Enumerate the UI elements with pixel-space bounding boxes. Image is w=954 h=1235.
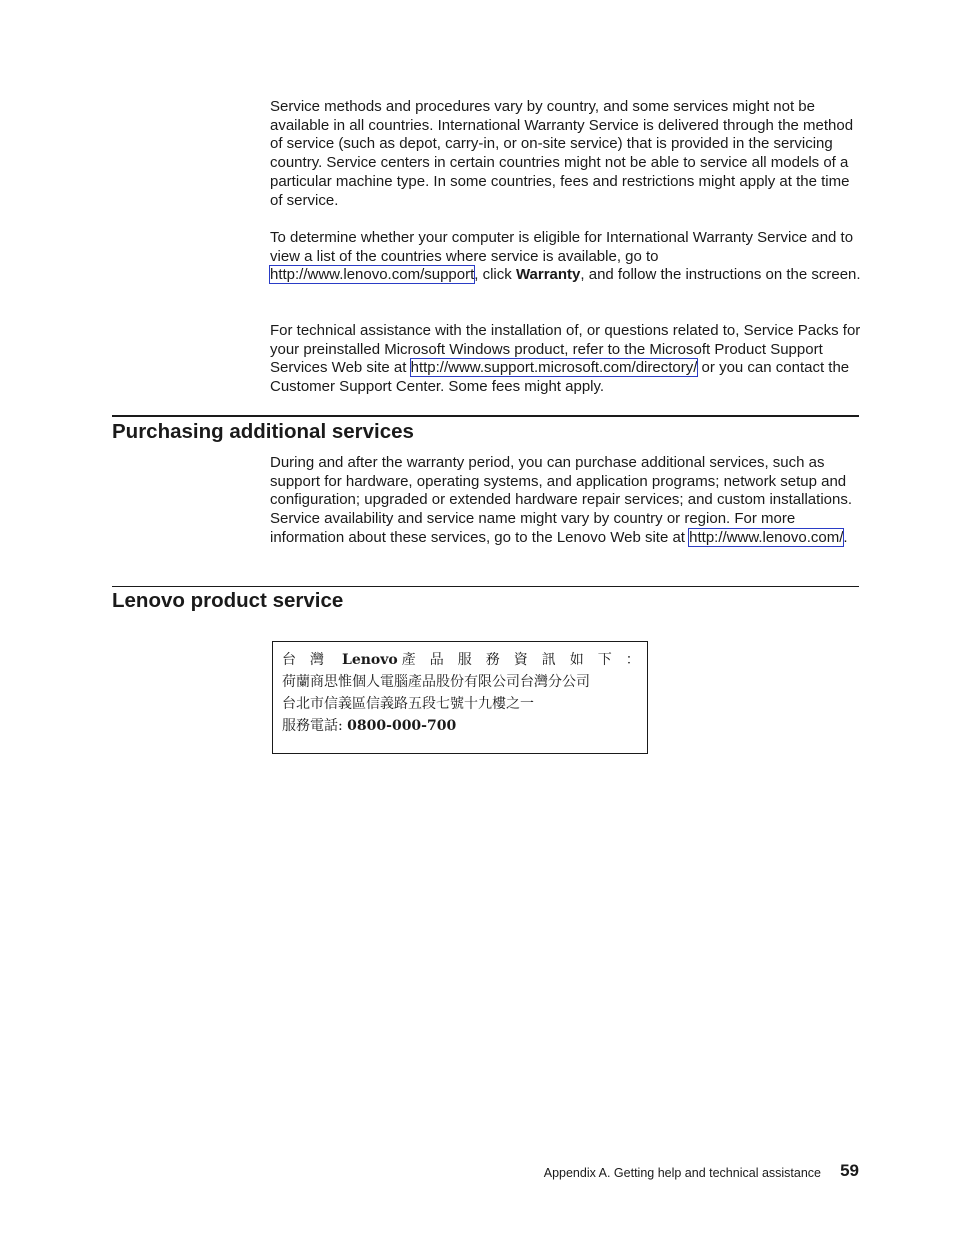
footer-chapter-title: Appendix A. Getting help and technical assistance	[543, 1166, 821, 1180]
lenovo-support-link[interactable]: http://www.lenovo.com/support	[270, 266, 475, 284]
taiwan-phone	[282, 715, 456, 735]
section-divider	[112, 586, 859, 587]
technical-assistance-paragraph	[270, 322, 862, 397]
eligibility-text-end: , and follow the instructions on the screen.	[580, 266, 861, 284]
purchasing-text-end: .	[843, 528, 848, 546]
taiwan-service-info-box	[272, 641, 654, 754]
taiwan-address: 台北市信義區信義路五段七號十九樓之一	[282, 696, 534, 712]
lenovo-web-link[interactable]: http://www.lenovo.com/	[689, 528, 844, 546]
taiwan-title-brand: Lenovo	[342, 652, 398, 668]
taiwan-company-name: 荷蘭商思惟個人電腦產品股份有限公司台灣分公司	[282, 674, 590, 690]
page-number: 59	[840, 1161, 859, 1180]
purchasing-text: During and after the warranty period, you can purchase additional services, such as support for hardware, operating systems, and application programs; network setup and configuration; upgraded or extended hardware repair services; and custom installations. Service availability and service name might vary by country or region. For more information about these services, go to the Lenovo Web site at	[270, 454, 852, 546]
technical-assistance-text: For technical assistance with the installation of, or questions related to, Service Packs for your preinstalled Microsoft Windows product, refer to the Microsoft Product Support Services Web site at	[270, 322, 861, 377]
taiwan-info-title	[282, 649, 654, 669]
eligibility-paragraph	[270, 229, 862, 285]
taiwan-title-suffix: 產品服務資訊如下：	[401, 652, 654, 668]
taiwan-title-prefix: 台灣	[282, 652, 338, 668]
warranty-label: Warranty	[515, 266, 581, 284]
purchasing-heading: Purchasing additional services	[112, 420, 414, 443]
taiwan-phone-number: 0800-000-700	[347, 718, 457, 734]
microsoft-support-link[interactable]: http://www.support.microsoft.com/directory/	[410, 359, 698, 377]
purchasing-paragraph	[270, 454, 862, 548]
eligibility-text: To determine whether your computer is eligible for International Warranty Service and to view a list of the countries where service is available, go to	[270, 229, 854, 265]
technical-assistance-text-end: or you can contact the Customer Support Center. Some fees might apply.	[270, 359, 850, 396]
lenovo-service-heading: Lenovo product service	[112, 589, 344, 612]
taiwan-phone-label: 服務電話:	[282, 718, 343, 734]
warranty-service-paragraph: Service methods and procedures vary by country, and some services might not be available in all countries. International Warranty Service is delivered through the method of service (such as depot, carry-in, or on-site service) that is provided in the servicing country. Service centers in certain countries might not be able to service all models of a particular machine type. In some countries, fees and restrictions might apply at the time of service.	[270, 98, 854, 209]
section-divider	[112, 415, 859, 417]
eligibility-text-middle: , click	[474, 266, 516, 284]
